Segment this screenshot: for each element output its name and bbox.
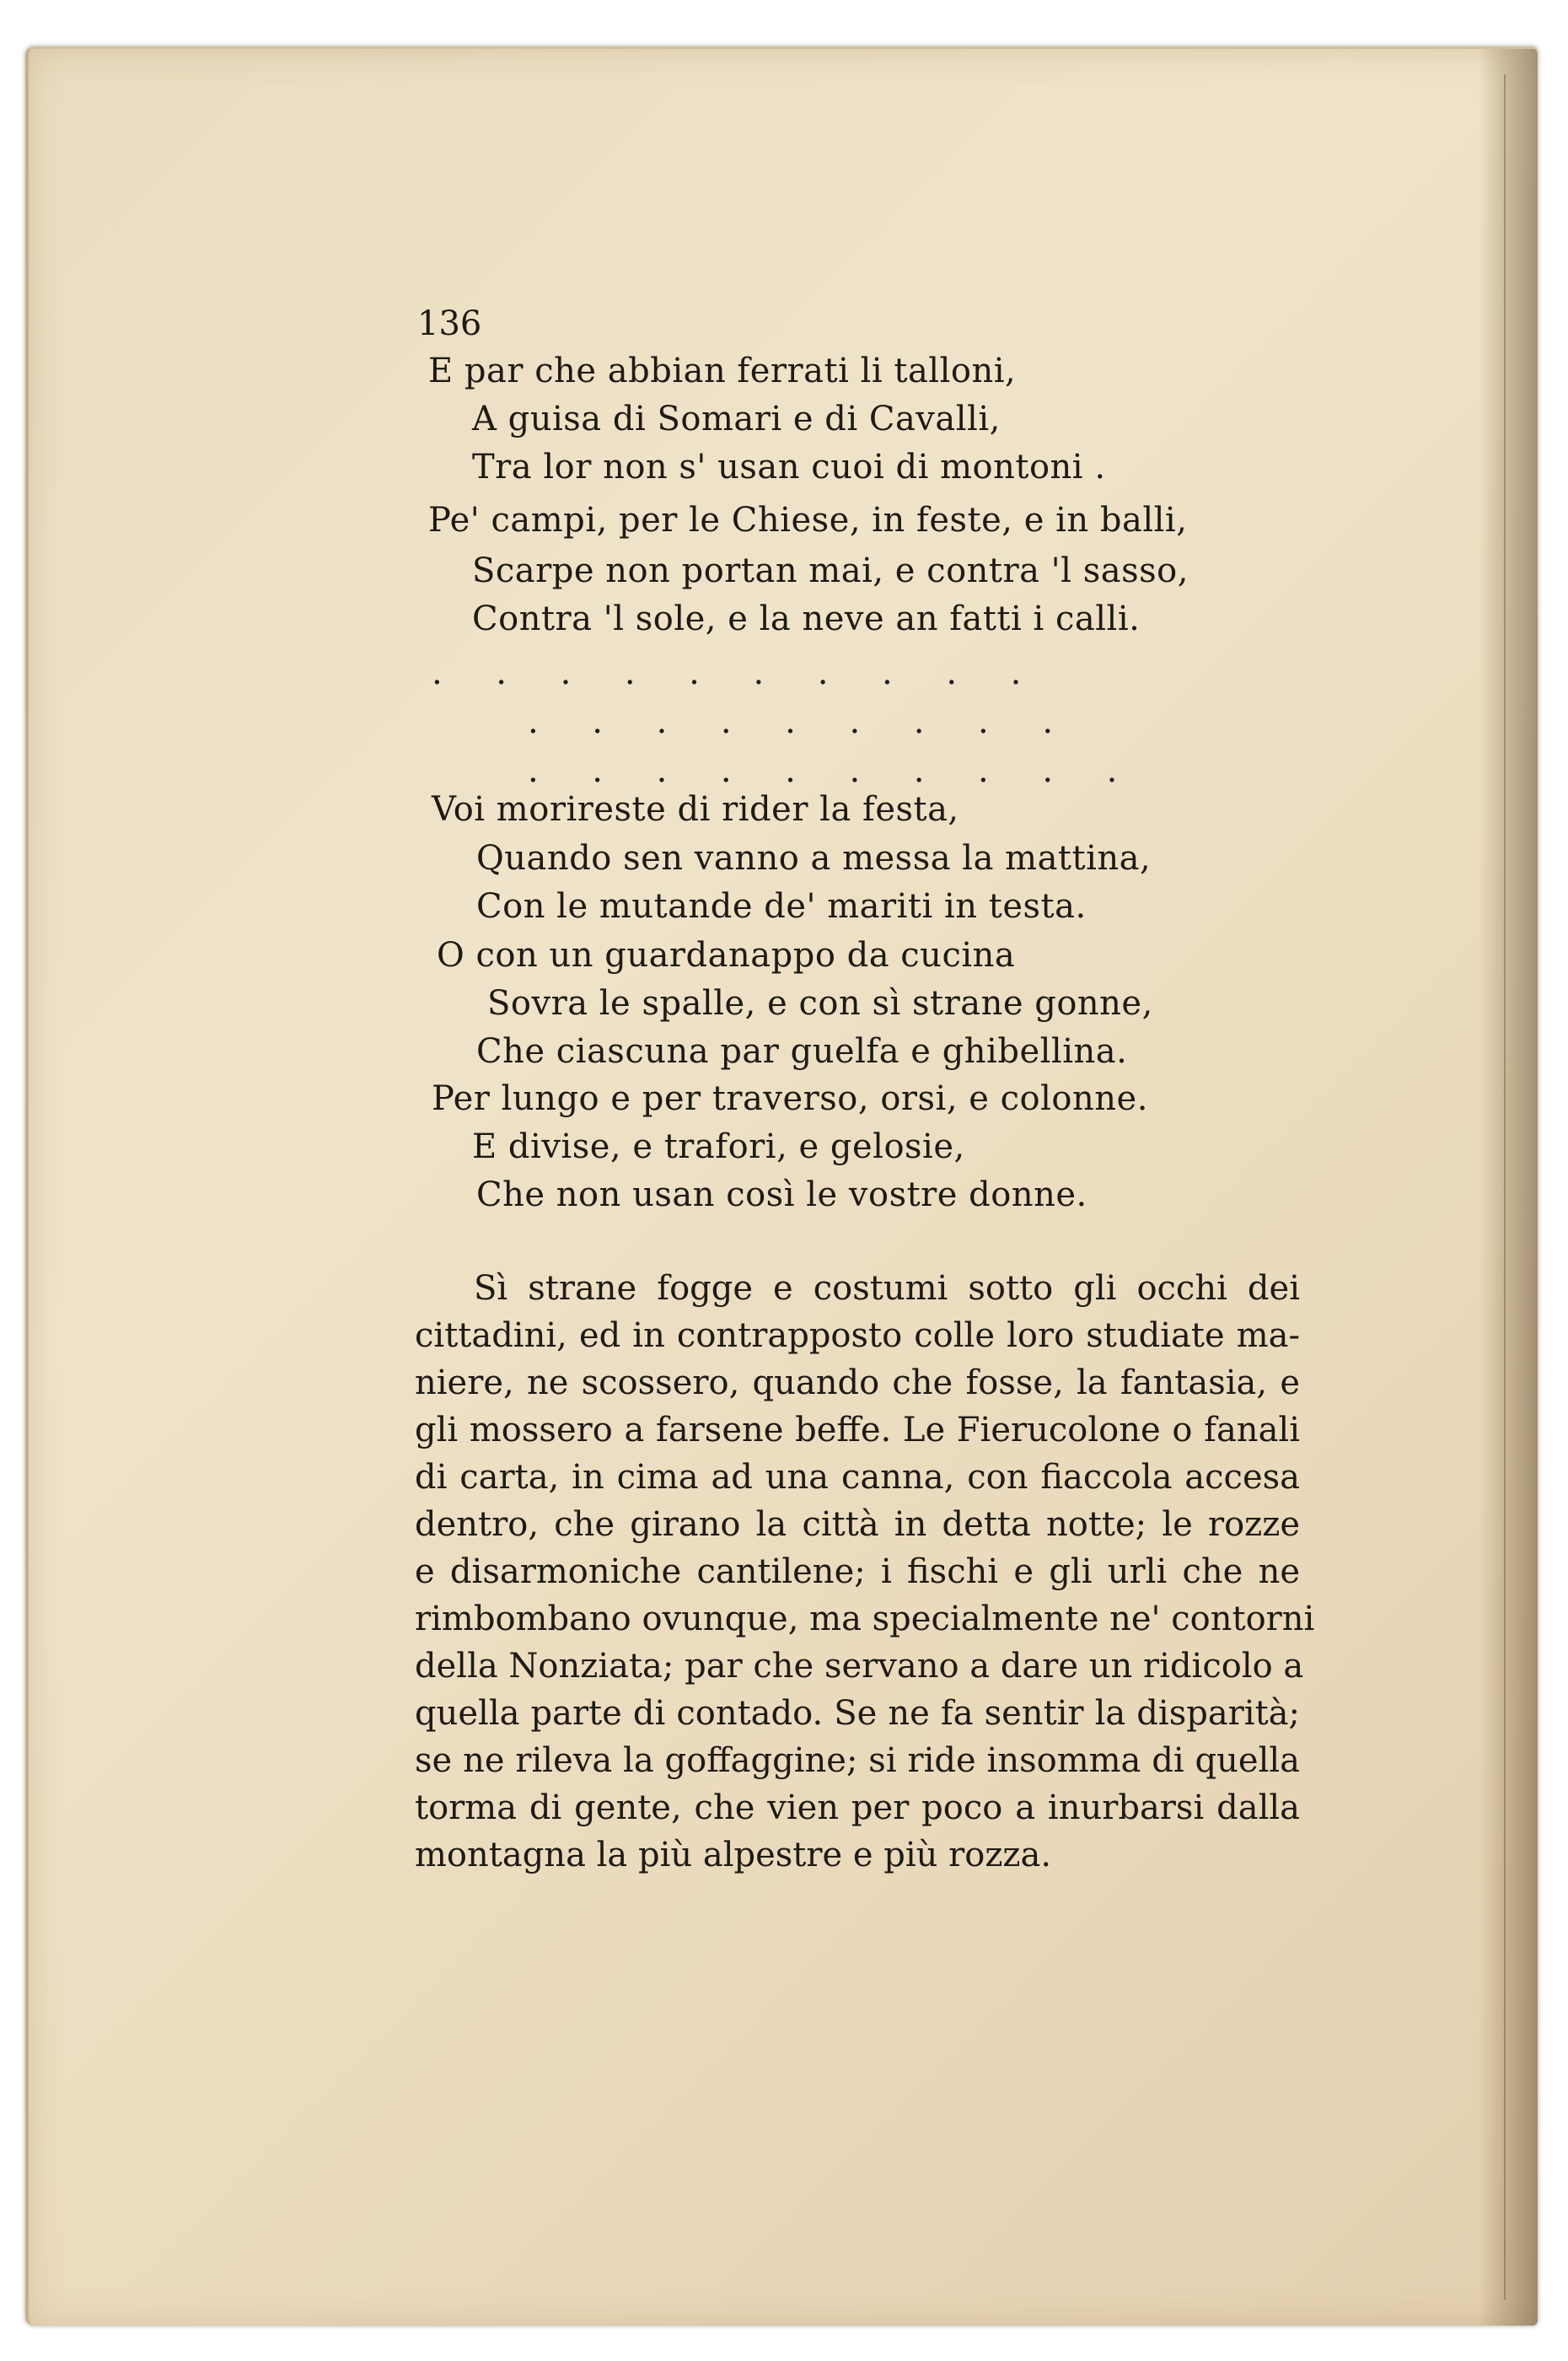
prose-line: gli mossero a farsene beffe. Le Fierucolone o fanali (415, 1411, 1300, 1449)
prose-line: rimbombano ovunque, ma specialmente ne' contorni (415, 1600, 1315, 1638)
verse-line: Contra 'l sole, e la neve an fatti i calli. (472, 600, 1141, 638)
prose-line: e disarmoniche cantilene; i fischi e gli urli che ne (415, 1552, 1300, 1591)
prose-line: montagna la più alpestre e più rozza. (415, 1836, 1052, 1874)
prose-paragraph (415, 1265, 1315, 1879)
verse-line: A guisa di Somari e di Cavalli, (472, 400, 1001, 438)
prose-line: se ne rileva la goffaggine; si ride insomma di quella (415, 1741, 1300, 1780)
prose-line: Sì strane fogge e costumi sotto gli occhi dei (474, 1269, 1300, 1308)
verse-line: Che non usan così le vostre donne. (476, 1175, 1087, 1214)
ellipsis-row: . . . . . . . . . (528, 702, 1054, 741)
page-edge-shadow (1479, 49, 1538, 2326)
prose-line: dentro, che girano la città in detta notte; le rozze (415, 1505, 1300, 1544)
verse-line: Sovra le spalle, e con sì strane gonne, (487, 984, 1153, 1023)
prose-line: cittadini, ed in contrapposto colle loro studiate ma- (415, 1316, 1300, 1355)
ellipsis-row: . . . . . . . . . . (432, 653, 1022, 692)
prose-line: torma di gente, che vien per poco a inurbarsi dalla (415, 1788, 1300, 1827)
verse-line: Quando sen vanno a messa la mattina, (476, 839, 1152, 878)
prose-line: quella parte di contado. Se ne fa sentir la disparità; (415, 1694, 1300, 1733)
verse-line: Scarpe non portan mai, e contra 'l sasso, (472, 551, 1189, 590)
verse-line: Con le mutande de' mariti in testa. (476, 887, 1087, 926)
verse-line: Che ciascuna par guelfa e ghibellina. (476, 1032, 1128, 1071)
ellipsis-row: . . . . . . . . . . (528, 751, 1118, 790)
verse-line: Voi morireste di rider la festa, (432, 790, 959, 829)
verse-line: Pe' campi, per le Chiese, in feste, e in balli, (428, 501, 1188, 540)
verse-line: Per lungo e per traverso, orsi, e colonne. (432, 1079, 1148, 1118)
prose-line: niere, ne scossero, quando che fosse, la fantasia, e (415, 1363, 1300, 1402)
page-fold-line (1504, 74, 1506, 2300)
prose-line: di carta, in cima ad una canna, con fiaccola accesa (415, 1458, 1300, 1497)
prose-line: della Nonziata; par che servano a dare un ridicolo a (415, 1647, 1304, 1686)
verse-line: E par che abbian ferrati li talloni, (428, 352, 1017, 390)
verse-line: Tra lor non s' usan cuoi di montoni . (472, 448, 1106, 487)
verse-line: O con un guardanappo da cucina (437, 936, 1016, 975)
page-number: 136 (417, 304, 482, 343)
verse-line: E divise, e trafori, e gelosie, (472, 1127, 965, 1166)
